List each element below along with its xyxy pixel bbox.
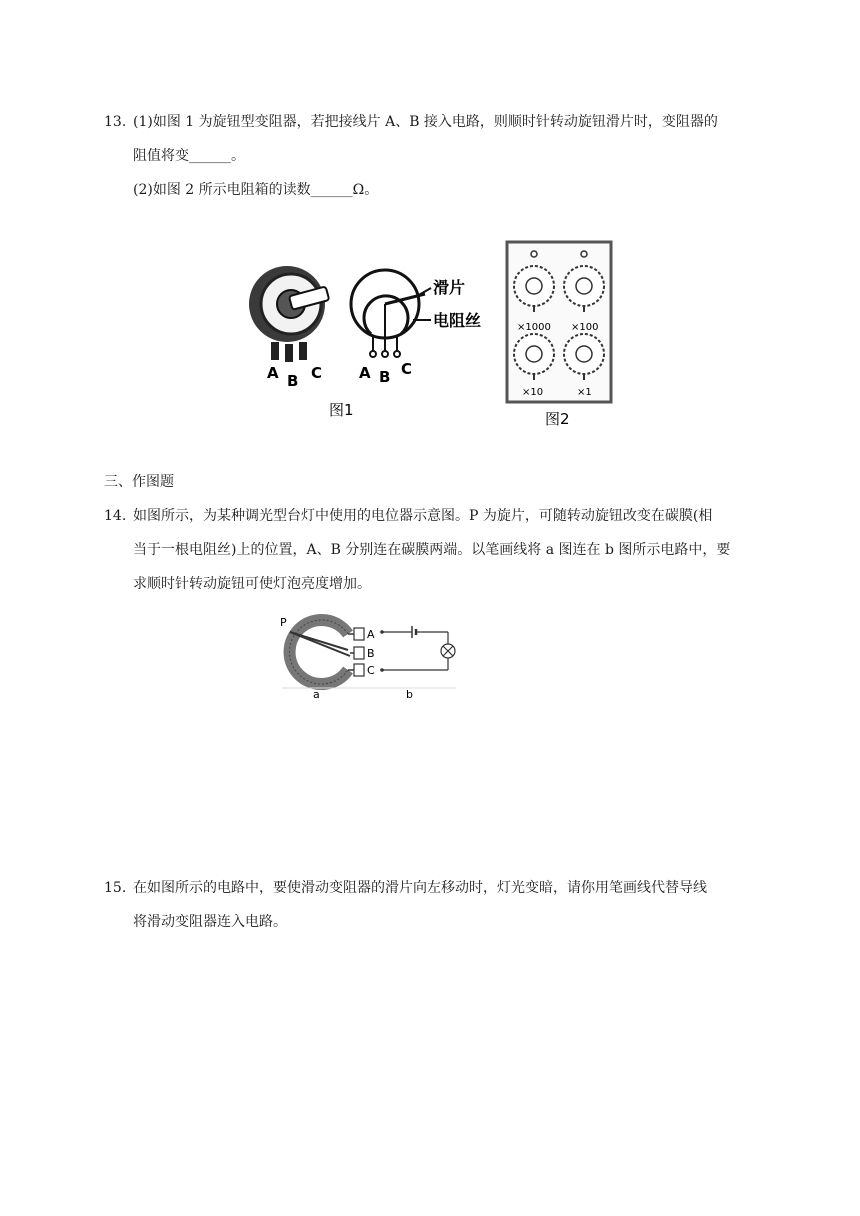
fig1-terminal-c-right: C (401, 360, 413, 378)
q14-text-line1: 如图所示，为某种调光型台灯中使用的电位器示意图。P 为旋片，可随转动旋钮改变在碳膜(相 (133, 508, 713, 524)
potentiometer-diagram-a (290, 620, 364, 684)
q13-text-line3: (2)如图 2 所示电阻箱的读数______Ω。 (133, 182, 379, 198)
q15-text-line1: 在如图所示的电路中，要使滑动变阻器的滑片向左移动时，灯光变暗，请你用笔画线代替导线 (133, 880, 707, 896)
figure-1-rotary-rheostat (245, 258, 495, 428)
figure-2-resistance-box (505, 240, 615, 432)
label-p: P (280, 616, 287, 629)
terminal-c: C (367, 664, 375, 677)
q15-number: 15. (104, 880, 127, 896)
fig1-terminal-c-left: C (311, 364, 323, 382)
q14-text-line2: 当于一根电阻丝)上的位置，A、B 分别连在碳膜两端。以笔画线将 a 图连在 b 图所示电路中，要 (133, 542, 731, 558)
terminal-b: B (367, 647, 375, 660)
multiplier-x100: ×100 (571, 322, 599, 333)
multiplier-x1000: ×1000 (517, 322, 551, 333)
fig1-label-slider: 滑片 (433, 278, 466, 297)
fig1-caption: 图1 (329, 401, 354, 419)
fig2-caption: 图2 (545, 410, 570, 428)
fig1-label-wire: 电阻丝 (433, 311, 482, 330)
q13-text-line1: (1)如图 1 为旋钮型变阻器，若把接线片 A、B 接入电路，则顺时针转动旋钮滑片时，变阻器的 (133, 114, 718, 130)
circuit-diagram-b (382, 626, 455, 670)
fig1-terminal-a-right: A (359, 364, 371, 382)
q13-text-line2: 阻值将变______。 (133, 148, 245, 164)
rheostat-photo (249, 266, 329, 362)
fig1-terminal-b-left: B (287, 372, 299, 390)
multiplier-x1: ×1 (577, 387, 592, 398)
section-title: 三、作图题 (104, 474, 174, 490)
q13-number: 13. (104, 114, 127, 130)
q14-number: 14. (104, 508, 127, 524)
terminal-a: A (367, 628, 375, 641)
rheostat-schematic (351, 270, 431, 352)
fig1-terminal-a-left: A (267, 364, 279, 382)
multiplier-x10: ×10 (522, 387, 544, 398)
q15-text-line2: 将滑动变阻器连入电路。 (133, 914, 287, 930)
q14-text-line3: 求顺时针转动旋钮可使灯泡亮度增加。 (133, 576, 371, 592)
fig1-terminal-b-right: B (379, 368, 391, 386)
caption-b: b (406, 688, 413, 701)
figure-potentiometer-circuit (278, 612, 468, 702)
caption-a: a (313, 688, 320, 701)
